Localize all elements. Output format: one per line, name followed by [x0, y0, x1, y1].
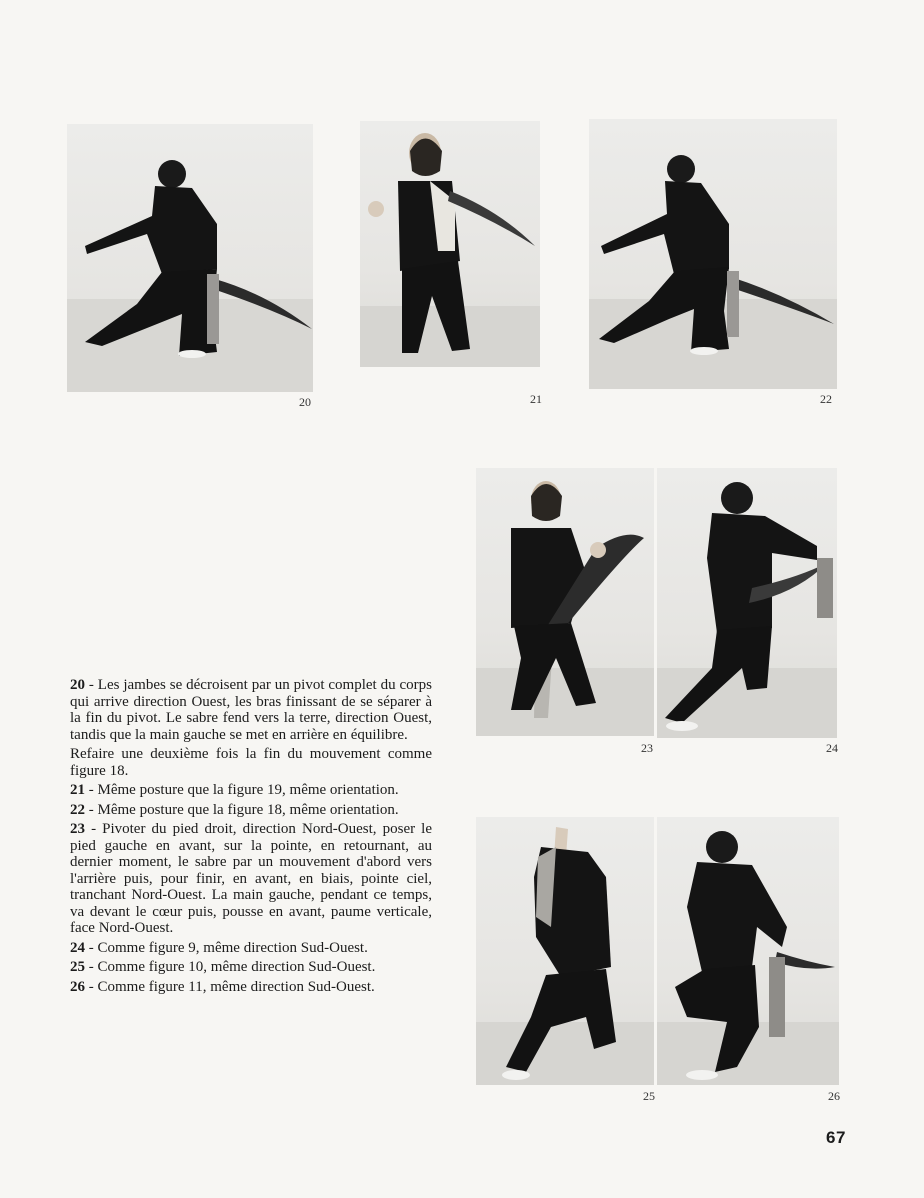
- figure-number: 23: [641, 741, 653, 755]
- step-text: - Les jambes se décroisent par un pivot complet du corps qui arrive direction Ouest, les bras finissant de se séparer à la fin du pivot. Le sabre fend vers la terre, direction Ouest, tandis que la main gauche se met en arrière en équilibre.: [70, 677, 432, 743]
- figure-23-photo: [476, 468, 654, 736]
- figure-number: 22: [820, 392, 832, 406]
- figure-number: 26: [828, 1089, 840, 1103]
- paragraph: [70, 746, 432, 779]
- figure-20-photo: [67, 124, 313, 392]
- figure-number: 25: [643, 1089, 655, 1103]
- page-number: 67: [826, 1128, 846, 1147]
- paragraph: [70, 677, 432, 743]
- figure-number: 21: [530, 392, 542, 406]
- paragraph: [70, 821, 432, 937]
- step-text: - Comme figure 9, même direction Sud-Ouest.: [85, 939, 368, 956]
- step-text: - Comme figure 10, même direction Sud-Ouest.: [85, 959, 376, 975]
- step-text: - Comme figure 11, même direction Sud-Ouest.: [85, 978, 375, 995]
- step-text: - Même posture que la figure 18, même orientation.: [85, 801, 399, 818]
- step-text: - Pivoter du pied droit, direction Nord-Ouest, poser le pied gauche en avant, sur la pointe, en retournant, au dernier moment, le sabre par un mouvement d'abord vers l'arrière puis, pour finir, en avant, en biais, pointe ciel, tranchant Nord-Ouest. La main gauche, pendant ce temps, va devant le cœur puis, pousse en avant, paume verticale, face Nord-Ouest.: [70, 821, 432, 936]
- step-text: - Même posture que la figure 19, même orientation.: [85, 782, 399, 798]
- figure-24-photo: [657, 468, 837, 738]
- figure-number: 20: [299, 395, 311, 409]
- paragraph: [70, 959, 432, 976]
- step-number: 26: [70, 978, 85, 995]
- figure-22-photo: [589, 119, 837, 389]
- figure-number: 24: [826, 741, 838, 755]
- step-number: 22: [70, 801, 85, 818]
- step-number: 23: [70, 821, 85, 837]
- step-number: 25: [70, 959, 85, 975]
- step-number: 21: [70, 782, 85, 798]
- figure-21-photo: [360, 121, 540, 367]
- figure-25-photo: [476, 817, 654, 1085]
- paragraph: [70, 802, 432, 819]
- figure-26-photo: [657, 817, 839, 1085]
- step-text: Refaire une deuxième fois la fin du mouvement comme figure 18.: [70, 746, 432, 779]
- paragraph: [70, 979, 432, 996]
- step-number: 20: [70, 677, 85, 693]
- instructions-text: [70, 677, 432, 998]
- paragraph: [70, 940, 432, 957]
- step-number: 24: [70, 939, 85, 956]
- paragraph: [70, 782, 432, 799]
